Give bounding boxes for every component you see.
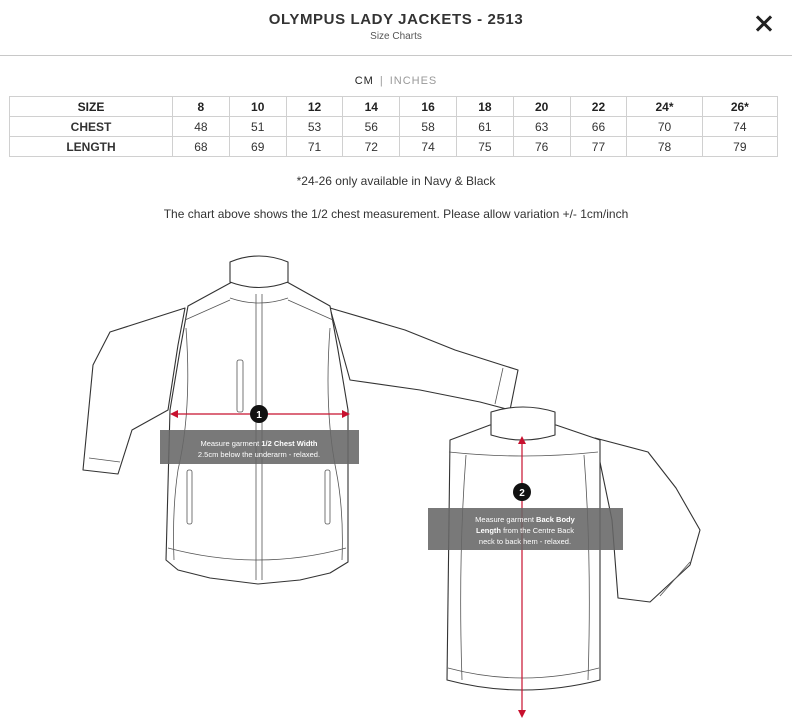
unit-separator: | (379, 75, 384, 87)
table-cell: 66 (570, 117, 627, 137)
table-cell: 79 (702, 137, 777, 157)
length-instruction-text2: from the Centre Back (501, 526, 574, 535)
page-title: OLYMPUS LADY JACKETS - 2513 (268, 11, 524, 28)
table-cell: 74 (702, 117, 777, 137)
table-cell: 75 (456, 137, 513, 157)
table-cell: 70 (627, 117, 702, 137)
row-label-chest: CHEST (10, 117, 173, 137)
table-cell: 63 (513, 117, 570, 137)
table-cell: 51 (229, 117, 286, 137)
length-instruction-line3: neck to back hem - relaxed. (478, 537, 572, 546)
size-column-header: 24* (627, 97, 702, 117)
table-cell: 53 (286, 117, 343, 137)
unit-cm-button[interactable]: CM (354, 75, 374, 87)
chest-instruction-line2: 2.5cm below the underarm - relaxed. (197, 450, 321, 459)
size-header: SIZE (10, 97, 173, 117)
length-instruction-bold: Back Body (536, 515, 575, 524)
close-icon[interactable] (752, 12, 776, 36)
table-header-row (10, 97, 778, 117)
size-column-header: 12 (286, 97, 343, 117)
availability-note: *24-26 only available in Navy & Black (296, 174, 496, 188)
table-cell: 56 (343, 117, 400, 137)
table-cell: 77 (570, 137, 627, 157)
table-cell: 71 (286, 137, 343, 157)
table-cell: 74 (400, 137, 457, 157)
size-chart-table (9, 96, 778, 157)
table-cell: 68 (173, 137, 230, 157)
unit-inches-button[interactable]: INCHES (389, 75, 438, 87)
size-column-header: 26* (702, 97, 777, 117)
size-column-header: 10 (229, 97, 286, 117)
table-cell: 58 (400, 117, 457, 137)
chest-instruction-bold: 1/2 Chest Width (261, 439, 318, 448)
size-column-header: 18 (456, 97, 513, 117)
measurement-diagram (0, 240, 792, 728)
table-cell: 76 (513, 137, 570, 157)
size-column-header: 22 (570, 97, 627, 117)
page-subtitle: Size Charts (370, 31, 422, 42)
unit-toggle (0, 75, 792, 87)
chest-number: 1 (256, 410, 262, 421)
table-cell: 78 (627, 137, 702, 157)
row-label-length: LENGTH (10, 137, 173, 157)
length-instruction-bold2: Length (476, 526, 502, 535)
table-cell: 69 (229, 137, 286, 157)
length-arrow-bottom-icon (518, 710, 526, 718)
table-cell: 48 (173, 117, 230, 137)
table-row-length (10, 137, 778, 157)
size-column-header: 14 (343, 97, 400, 117)
size-column-header: 8 (173, 97, 230, 117)
table-row-chest (10, 117, 778, 137)
table-cell: 72 (343, 137, 400, 157)
size-column-header: 16 (400, 97, 457, 117)
length-instruction-line1 (475, 515, 575, 524)
variation-note: The chart above shows the 1/2 chest measurement. Please allow variation +/- 1cm/inch (163, 207, 629, 221)
length-number: 2 (519, 488, 525, 499)
length-instruction-text: Measure garment (475, 515, 537, 524)
chest-instruction-text: Measure garment (200, 439, 262, 448)
length-instruction-line2 (476, 526, 574, 535)
size-column-header: 20 (513, 97, 570, 117)
modal-header (0, 0, 792, 56)
table-cell: 61 (456, 117, 513, 137)
chest-instruction-line1 (200, 439, 317, 448)
